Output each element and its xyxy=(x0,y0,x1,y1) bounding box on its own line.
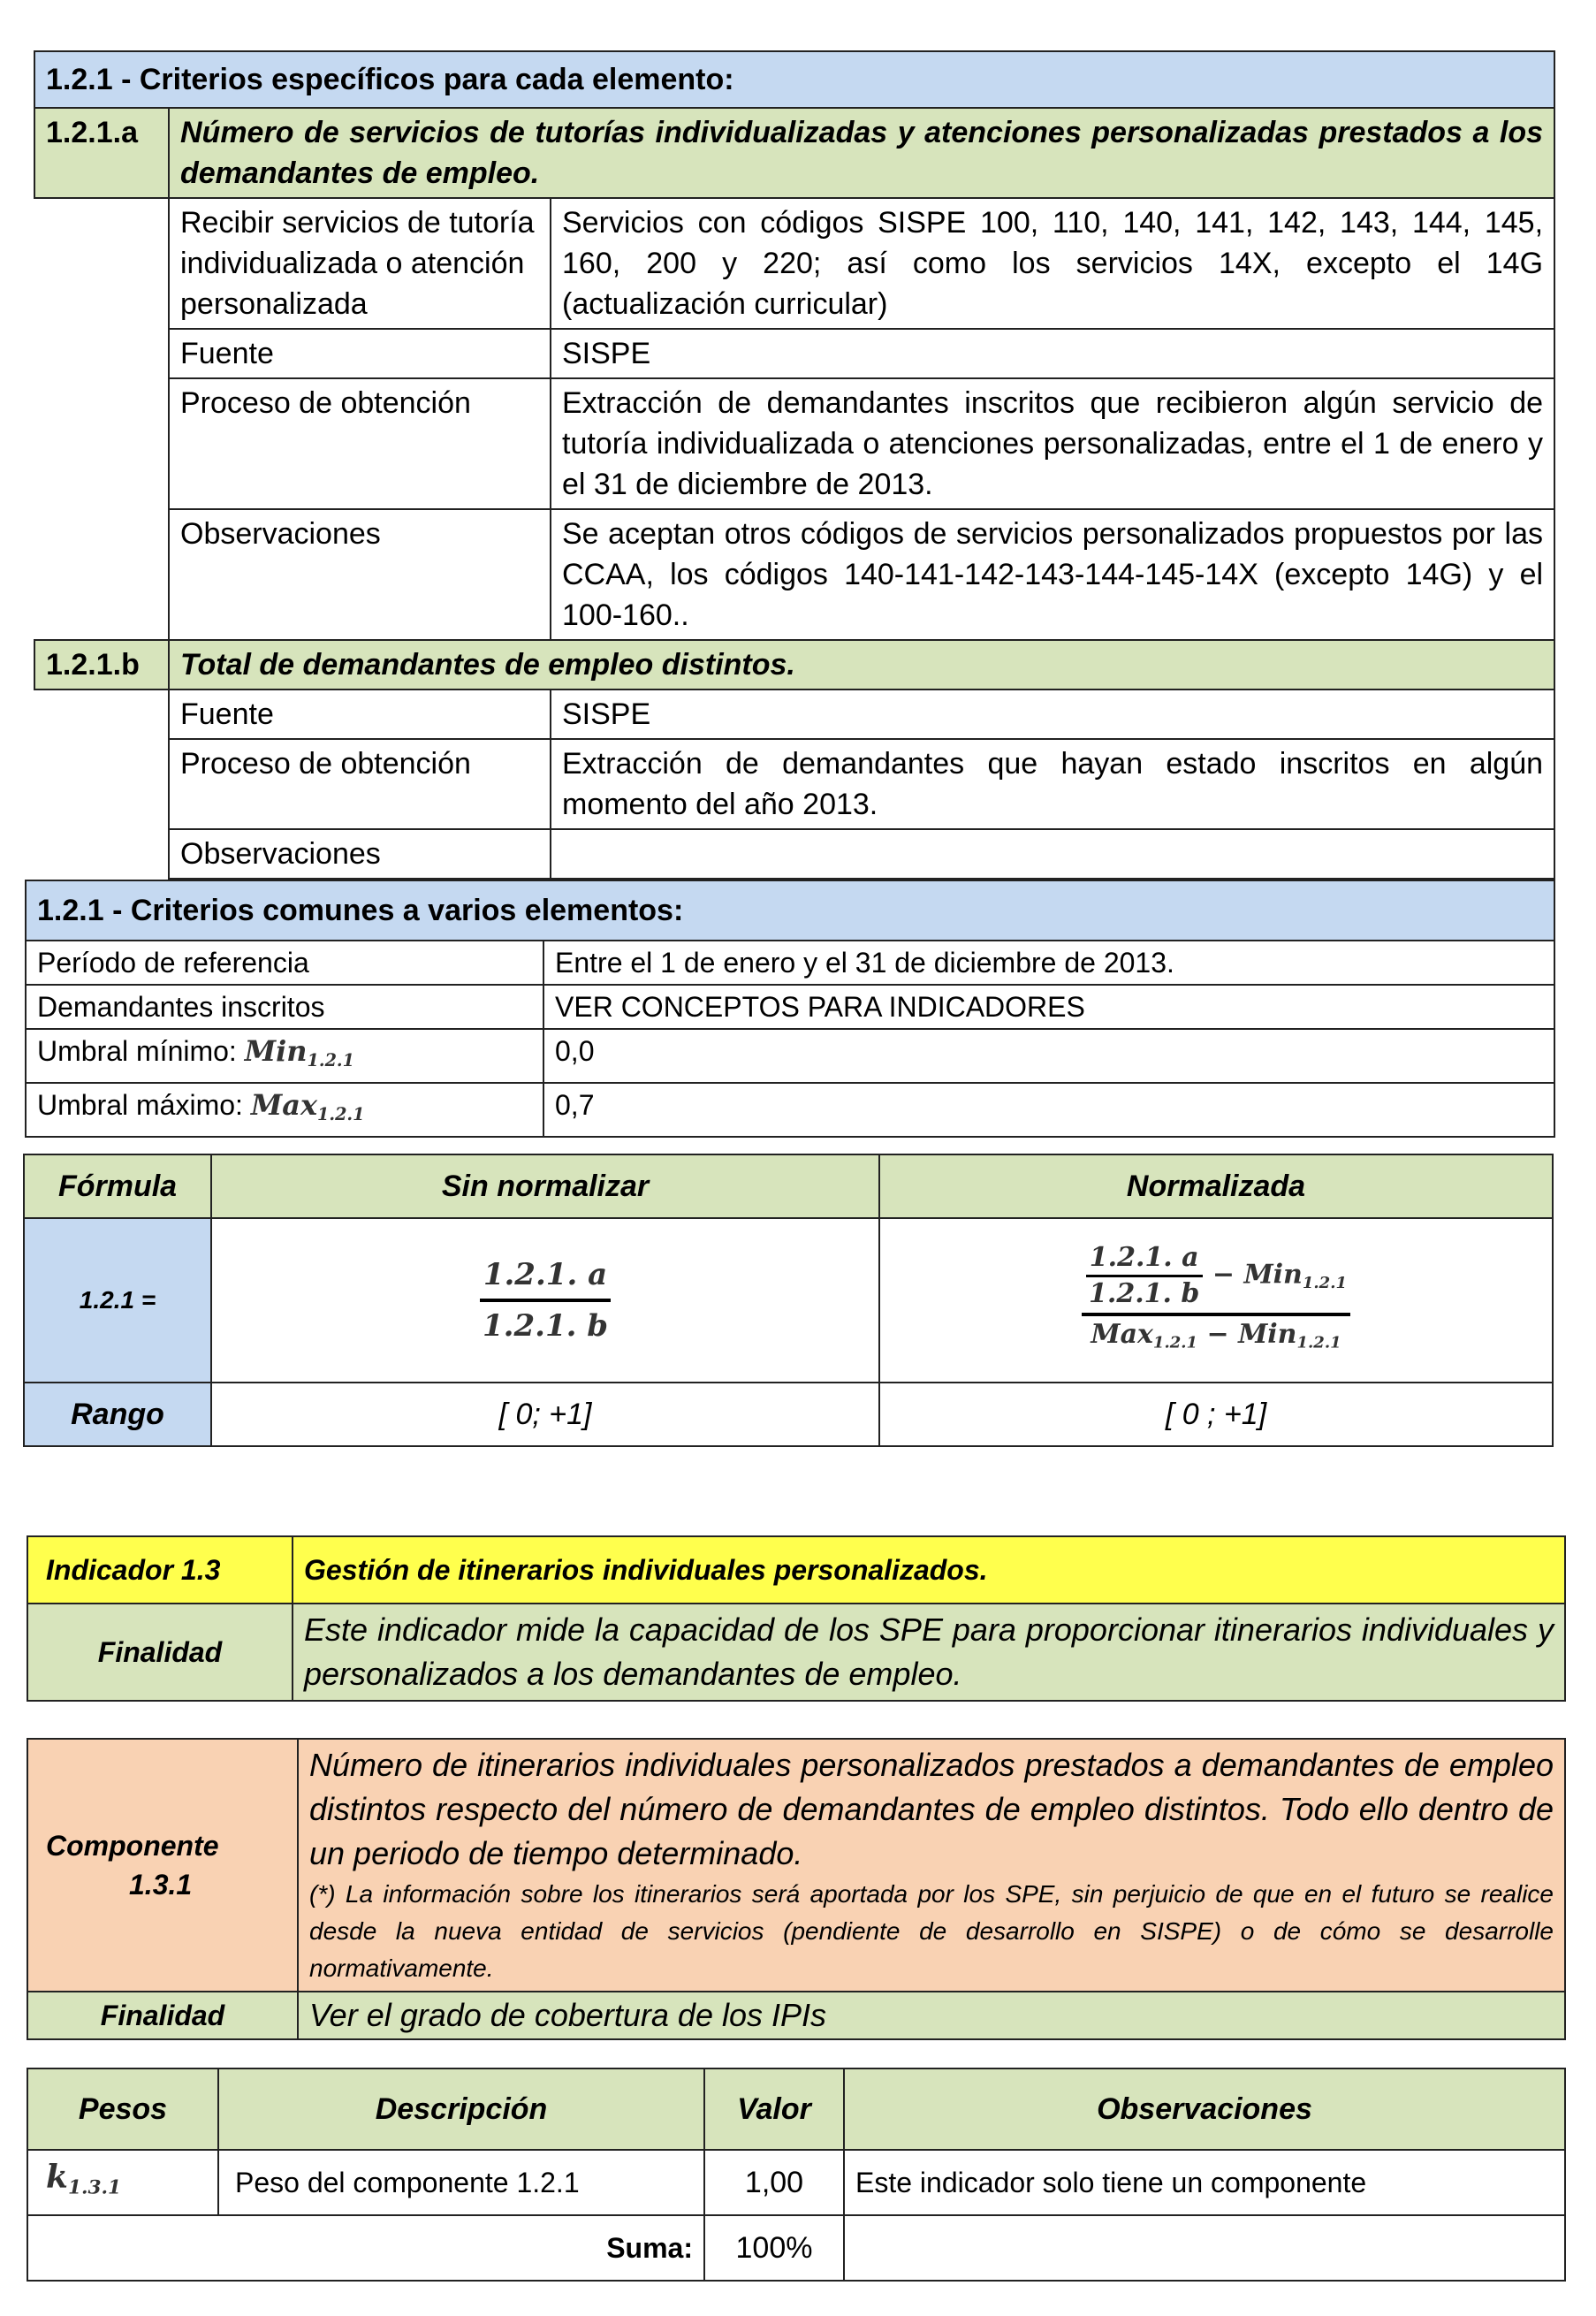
sum-value: 100% xyxy=(704,2215,844,2281)
formula-table xyxy=(23,1154,1554,1447)
raw-formula xyxy=(211,1218,879,1383)
indicator-label: Indicador 1.3 xyxy=(27,1536,293,1604)
min-symbol: Min$_{1.2.1}$ xyxy=(244,1034,354,1070)
detail-value: Se aceptan otros códigos de servicios personalizados propuestos por las CCAA, los códigos 140-141-142-143-144-145-14X (excepto 14G) y el 100-160.. xyxy=(551,509,1554,640)
indicator-title: Gestión de itinerarios individuales personalizados. xyxy=(293,1536,1565,1604)
weights-sum-row xyxy=(27,2215,1565,2281)
formula-header-row xyxy=(24,1154,1553,1218)
common-label: Umbral máximo: xyxy=(37,1088,243,1121)
element-b-detail-row xyxy=(34,829,1554,879)
element-a-code: 1.2.1.a xyxy=(34,108,169,198)
element-b-title: Total de demandantes de empleo distintos. xyxy=(169,640,1554,689)
common-label: Umbral mínimo: xyxy=(37,1035,237,1067)
component-text: Número de itinerarios individuales personalizados prestados a demandantes de empleo distintos respecto del número de demandantes de empleo distintos. Todo ello dentro de un periodo de tiempo determinado. xyxy=(309,1747,1554,1871)
component-label: Componente 1.3.1 xyxy=(27,1739,298,1992)
common-label: Período de referencia xyxy=(26,941,543,985)
component-purpose-label: Finalidad xyxy=(27,1992,298,2039)
weights-table xyxy=(27,2068,1566,2282)
sum-label: Suma: xyxy=(27,2215,704,2281)
weight-description: Peso del componente 1.2.1 xyxy=(218,2150,704,2215)
component-row xyxy=(27,1739,1565,1992)
formula-row xyxy=(24,1218,1553,1383)
detail-value: Extracción de demandantes que hayan estado inscritos en algún momento del año 2013. xyxy=(551,739,1554,829)
detail-label: Observaciones xyxy=(169,829,551,879)
specific-criteria-header: 1.2.1 - Criterios específicos para cada elemento: xyxy=(34,51,1554,108)
weights-header-row xyxy=(27,2068,1565,2150)
common-row xyxy=(26,1029,1554,1083)
weight-observations: Este indicador solo tiene un componente xyxy=(844,2150,1565,2215)
element-b-detail-row xyxy=(34,689,1554,739)
detail-value xyxy=(551,829,1554,879)
detail-label: Proceso de obtención xyxy=(169,739,551,829)
weights-header-observations: Observaciones xyxy=(844,2068,1565,2150)
range-raw: [ 0; +1] xyxy=(211,1383,879,1446)
weight-symbol: $k_{1.3.1}$ xyxy=(27,2150,218,2215)
indicator-purpose: Este indicador mide la capacidad de los SPE para proporcionar itinerarios individuales y personalizados a los demandantes de empleo. xyxy=(293,1604,1565,1701)
max-threshold-cell xyxy=(26,1083,543,1137)
specific-criteria-table xyxy=(34,50,1555,880)
common-value: VER CONCEPTOS PARA INDICADORES xyxy=(543,985,1554,1029)
element-b-code: 1.2.1.b xyxy=(34,640,169,689)
indicator-purpose-row xyxy=(27,1604,1565,1701)
detail-value: Extracción de demandantes inscritos que recibieron algún servicio de tutoría individualizada o atenciones personalizadas, entre el 1 de enero y el 31 de diciembre de 2013. xyxy=(551,378,1554,509)
detail-value: SISPE xyxy=(551,329,1554,378)
common-criteria-header-row xyxy=(26,880,1554,941)
formula-col-header: Fórmula xyxy=(24,1154,211,1218)
element-a-row xyxy=(34,108,1554,198)
element-a-detail-row xyxy=(34,509,1554,640)
indicator-title-row xyxy=(27,1536,1565,1604)
element-a-detail-row xyxy=(34,378,1554,509)
common-row xyxy=(26,985,1554,1029)
common-value: Entre el 1 de enero y el 31 de diciembre de 2013. xyxy=(543,941,1554,985)
weights-header-description: Descripción xyxy=(218,2068,704,2150)
weights-row xyxy=(27,2150,1565,2215)
raw-fraction: $\frac{1.2.1. a}{1.2.1. b}$ xyxy=(479,1254,612,1346)
detail-label: Proceso de obtención xyxy=(169,378,551,509)
indicator-table xyxy=(27,1535,1566,1702)
normalized-col-header: Normalizada xyxy=(879,1154,1553,1218)
element-b-detail-row xyxy=(34,739,1554,829)
normalized-fraction: $\frac{1.2.1. a}{1.2.1. b}$ − Min$_{1.2.1}$ Max$_{1.2.1}$ − Min$_{1.2.1}$ xyxy=(1082,1243,1350,1358)
weights-header-pesos: Pesos xyxy=(27,2068,218,2150)
normalized-formula xyxy=(879,1218,1553,1383)
element-a-detail-row xyxy=(34,329,1554,378)
detail-value: SISPE xyxy=(551,689,1554,739)
raw-col-header: Sin normalizar xyxy=(211,1154,879,1218)
component-note: (*) La información sobre los itinerarios será aportada por los SPE, sin perjuicio de que en el futuro se realice desde la nueva entidad de servicios (pendiente de desarrollo en SISPE) o de cómo se desarrolle normativamente. xyxy=(309,1880,1554,1982)
common-row xyxy=(26,1083,1554,1137)
weights-header-value: Valor xyxy=(704,2068,844,2150)
detail-label: Fuente xyxy=(169,329,551,378)
common-criteria-header: 1.2.1 - Criterios comunes a varios elementos: xyxy=(26,880,1554,941)
common-row xyxy=(26,941,1554,985)
detail-label: Observaciones xyxy=(169,509,551,640)
common-value: 0,0 xyxy=(543,1029,1554,1083)
element-b-row xyxy=(34,640,1554,689)
sum-observations-empty xyxy=(844,2215,1565,2281)
specific-criteria-header-row xyxy=(34,51,1554,108)
range-label: Rango xyxy=(24,1383,211,1446)
component-description xyxy=(298,1739,1565,1992)
min-threshold-cell xyxy=(26,1029,543,1083)
component-table xyxy=(27,1738,1566,2040)
component-purpose: Ver el grado de cobertura de los IPIs xyxy=(298,1992,1565,2039)
common-value: 0,7 xyxy=(543,1083,1554,1137)
weight-value: 1,00 xyxy=(704,2150,844,2215)
range-normalized: [ 0 ; +1] xyxy=(879,1383,1553,1446)
indicator-purpose-label: Finalidad xyxy=(27,1604,293,1701)
element-a-detail-row xyxy=(34,198,1554,329)
detail-value: Servicios con códigos SISPE 100, 110, 140, 141, 142, 143, 144, 145, 160, 200 y 220; así como los servicios 14X, excepto el 14G (actualización curricular) xyxy=(551,198,1554,329)
formula-row-label: 1.2.1 = xyxy=(24,1218,211,1383)
component-purpose-row xyxy=(27,1992,1565,2039)
common-criteria-table xyxy=(25,880,1555,1138)
max-symbol: Max$_{1.2.1}$ xyxy=(250,1087,365,1124)
range-row xyxy=(24,1383,1553,1446)
common-label: Demandantes inscritos xyxy=(26,985,543,1029)
detail-label: Fuente xyxy=(169,689,551,739)
element-a-title: Número de servicios de tutorías individualizadas y atenciones personalizadas prestados a los demandantes de empleo. xyxy=(169,108,1554,198)
detail-label: Recibir servicios de tutoría individualizada o atención personalizada xyxy=(169,198,551,329)
